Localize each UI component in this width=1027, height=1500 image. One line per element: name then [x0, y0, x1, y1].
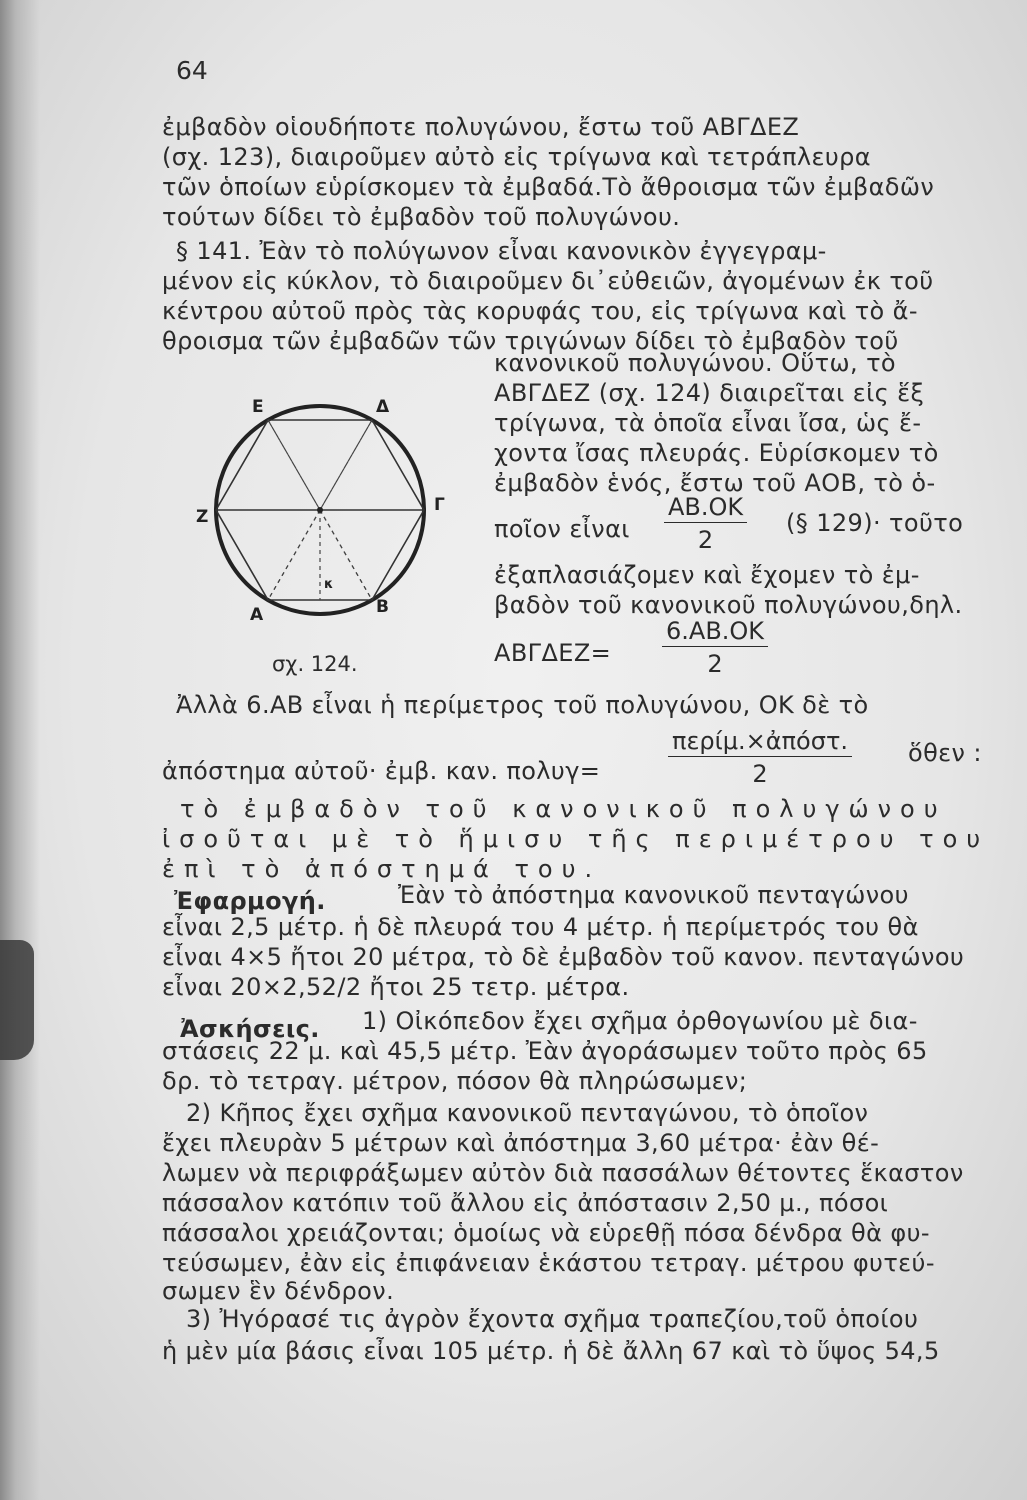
- formula-prefix: ΑΒΓΔΕΖ=: [494, 639, 612, 667]
- hexagon-in-circle-figure: [190, 392, 460, 642]
- formula-suffix: (§ 129)· τοῦτο: [786, 509, 964, 537]
- text-line: μένον εἰς κύκλον, τὸ διαιροῦμεν δι᾽εὐθειῶν, ἀγομένων ἐκ τοῦ: [162, 267, 934, 295]
- exercise-line: τεύσωμεν, ἐὰν εἰς ἐπιφάνειαν ἑκάστου τετραγ. μέτρου φυτεύ-: [162, 1249, 935, 1277]
- exercise-line: ἔχει πλευρὰν 5 μέτρων καὶ ἀπόστημα 3,60 μέτρα· ἐὰν θέ-: [162, 1129, 880, 1157]
- formula-prefix: ἀπόστημα αὐτοῦ· ἐμβ. καν. πολυγ=: [162, 757, 601, 785]
- fraction-denominator: 2: [707, 650, 723, 678]
- exercise-line: πάσσαλοι χρειάζονται; ὁμοίως νὰ εὑρεθῇ πόσα δένδρα θὰ φυ-: [162, 1219, 930, 1247]
- label-k: κ: [324, 577, 334, 592]
- exercise-line: σωμεν ἓν δένδρον.: [162, 1277, 395, 1305]
- exercise-line: ἡ μὲν μία βάσις εἶναι 105 μέτρ. ἡ δὲ ἄλλη 67 καὶ τὸ ὕψος 54,5: [162, 1337, 940, 1365]
- rule-line: ἐπὶ τὸ ἀπόστημά του.: [162, 855, 602, 883]
- text-line: εἶναι 20×2,52/2 ἤτοι 25 τετρ. μέτρα.: [162, 973, 630, 1001]
- exercises-heading: Ἀσκήσεις.: [180, 1015, 320, 1043]
- text-line: (σχ. 123), διαιροῦμεν αὐτὸ εἰς τρίγωνα καὶ τετράπλευρα: [162, 143, 871, 171]
- fraction-denominator: 2: [752, 760, 768, 788]
- fraction-numerator: περίμ.×ἀπόστ.: [668, 726, 852, 757]
- label-d: Δ: [376, 397, 390, 417]
- formula-prefix: ποῖον εἶναι: [494, 515, 630, 543]
- fraction-area-polygon: [662, 616, 768, 681]
- fraction-area-regular-polygon: [668, 726, 852, 791]
- text-line: ἐμβαδὸν ἑνός, ἔστω τοῦ ΑΟΒ, τὸ ὁ-: [494, 469, 936, 497]
- center-point: [317, 507, 323, 513]
- label-g: Γ: [434, 495, 445, 515]
- text-line: τῶν ὁποίων εὑρίσκομεν τὰ ἐμβαδά.Τὸ ἄθροισμα τῶν ἐμβαδῶν: [162, 173, 935, 201]
- text-line: ἐξαπλασιάζομεν καὶ ἔχομεν τὸ ἐμ-: [494, 561, 920, 589]
- text-line: τρίγωνα, τὰ ὁποῖα εἶναι ἴσα, ὡς ἔ-: [494, 409, 922, 437]
- label-z: Ζ: [196, 507, 209, 527]
- label-b: Β: [376, 597, 389, 617]
- text-line: θροισμα τῶν ἐμβαδῶν τῶν τριγώνων δίδει τὸ ἐμβαδὸν τοῦ: [162, 327, 899, 355]
- exercise-line: 3) Ἠγόρασέ τις ἀγρὸν ἔχοντα σχῆμα τραπεζίου,τοῦ ὁποίου: [186, 1305, 919, 1333]
- text-line: εἶναι 2,5 μέτρ. ἡ δὲ πλευρά του 4 μέτρ. ἡ περίμετρός του θὰ: [162, 913, 919, 941]
- label-a: Α: [250, 605, 264, 625]
- figure-caption: σχ. 124.: [272, 652, 358, 676]
- text-line: ΑΒΓΔΕΖ (σχ. 124) διαιρεῖται εἰς ἕξ: [494, 379, 925, 407]
- text-line: Ἐὰν τὸ ἀπόστημα κανονικοῦ πενταγώνου: [398, 881, 909, 909]
- text-line: κανονικοῦ πολυγώνου. Οὕτω, τὸ: [494, 349, 896, 377]
- text-line: κέντρου αὐτοῦ πρὸς τὰς κορυφάς του, εἰς τρίγωνα καὶ τὸ ἄ-: [162, 297, 918, 325]
- exercise-line: 2) Κῆπος ἔχει σχῆμα κανονικοῦ πενταγώνου, τὸ ὁποῖον: [186, 1099, 869, 1127]
- page-edge-shadow: [0, 0, 40, 1500]
- exercise-line: στάσεις 22 μ. καὶ 45,5 μέτρ. Ἐὰν ἀγοράσωμεν τοῦτο πρὸς 65: [162, 1037, 928, 1065]
- section-141-line: § 141. Ἐὰν τὸ πολύγωνον εἶναι κανονικὸν ἐγγεγραμ-: [176, 237, 827, 265]
- text-line: τούτων δίδει τὸ ἐμβαδὸν τοῦ πολυγώνου.: [162, 203, 681, 231]
- exercise-line: 1) Οἰκόπεδον ἔχει σχῆμα ὀρθογωνίου μὲ δια-: [362, 1007, 918, 1035]
- fraction-numerator: ΑΒ.ΟΚ: [664, 492, 747, 523]
- exercise-line: δρ. τὸ τετραγ. μέτρον, πόσον θὰ πληρώσωμεν;: [162, 1067, 748, 1095]
- label-e: Ε: [252, 397, 264, 417]
- exercise-line: λωμεν νὰ περιφράξωμεν αὐτὸν διὰ πασσάλων θέτοντες ἕκαστον: [162, 1159, 964, 1187]
- application-heading: Ἐφαρμογή.: [174, 887, 326, 915]
- text-line: βαδὸν τοῦ κανονικοῦ πολυγώνου,δηλ.: [494, 591, 963, 619]
- fraction-numerator: 6.ΑΒ.ΟΚ: [662, 616, 768, 647]
- ink-stain: [0, 940, 34, 1060]
- page-number: 64: [176, 56, 208, 85]
- text-line: Ἀλλὰ 6.ΑΒ εἶναι ἡ περίμετρος τοῦ πολυγώνου, ΟΚ δὲ τὸ: [176, 691, 869, 719]
- text-line: χοντα ἴσας πλευράς. Εὑρίσκομεν τὸ: [494, 439, 939, 467]
- text-line: ἐμβαδὸν οἱουδήποτε πολυγώνου, ἔστω τοῦ ΑΒΓΔΕΖ: [162, 113, 800, 141]
- rule-line: τὸ ἐμβαδὸν τοῦ κανονικοῦ πολυγώνου: [180, 795, 947, 823]
- rule-line: ἰσοῦται μὲ τὸ ἥμισυ τῆς περιμέτρου του: [162, 825, 990, 853]
- exercise-line: πάσσαλον κατόπιν τοῦ ἄλλου εἰς ἀπόστασιν 2,50 μ., πόσοι: [162, 1189, 889, 1217]
- text-line: εἶναι 4×5 ἤτοι 20 μέτρα, τὸ δὲ ἐμβαδὸν τοῦ κανον. πενταγώνου: [162, 943, 965, 971]
- fraction-area-triangle: [664, 492, 747, 557]
- fraction-denominator: 2: [697, 526, 714, 554]
- formula-suffix: ὅθεν :: [908, 739, 982, 767]
